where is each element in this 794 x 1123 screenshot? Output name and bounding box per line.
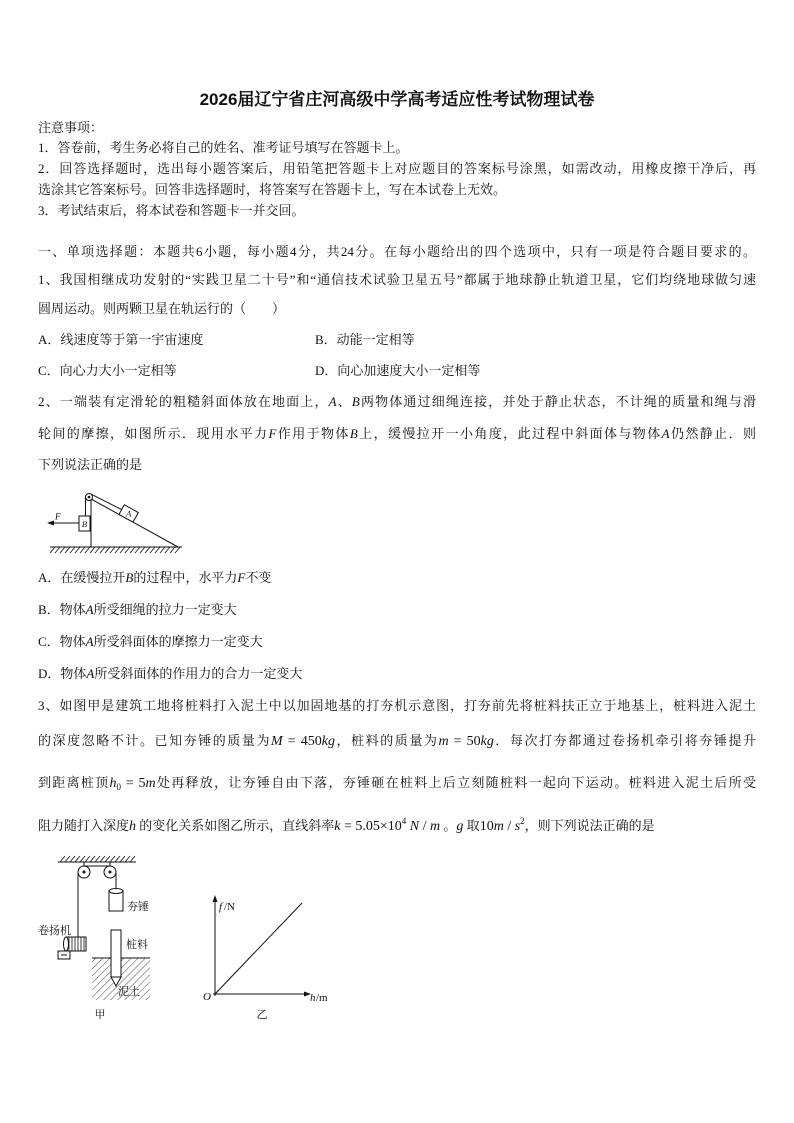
winch-label: 卷扬机 [38,925,71,937]
force-depth-graph [195,890,340,1024]
q1-option-a: A．线速度等于第一宇宙速度 [38,332,204,347]
slope-formula [334,816,441,834]
pulley-2-axle [109,871,111,873]
pulley-axle [88,496,90,498]
block-b-label: B [81,519,88,529]
incline-pulley-figure [40,488,190,558]
page-title: 2026届辽宁省庄河高级中学高考适应性考试物理试卷 [199,90,595,109]
q1-option-c: C．向心力大小一定相等 [38,363,177,378]
q2-option-d: D．物体A所受斜面体的作用力的合力一定变大 [38,666,303,681]
notice-line-1: 1．答卷前，考生务必将自己的姓名、准考证号填写在答题卡上。 [38,140,409,155]
slope-value: k = 5.05×10 [334,819,402,834]
hammer-top [109,889,123,894]
y-axis-unit: /N [224,901,235,913]
y-axis-arrow [213,895,218,902]
q3-line4-text-e: ，则下列说法正确的是 [524,818,655,833]
q3-stem-line-1: 3、如图甲是建筑工地将桩料打入泥土中以加固地基的打夯机示意图，打夯前先将桩料扶正立于地基上，桩料进入泥土 [38,698,756,713]
q3-stem-line-2 [38,732,756,751]
figure-a-caption: 甲 [94,1009,106,1021]
q3-stem-line-4 [38,817,756,836]
q3-line2-text-a: 的深度忽略不计。已知夯锤的质量为 [38,733,272,748]
q1-option-b: B．动能一定相等 [315,332,415,347]
q3-line3-text-a: 到距离桩顶 [38,775,110,790]
q3-stem-line-3 [38,774,756,793]
force-label: F [55,511,61,522]
hammer-label: 夯锤 [127,901,149,913]
gravity-formula [479,816,525,834]
x-axis-var: h [310,992,316,1004]
q3-line4-text-b: 的变化关系如图乙所示，直线斜率 [136,818,335,833]
q3-line4-text-a: 阻力随打入深度 [38,818,130,833]
gravity-value: 10m / s [479,819,521,834]
gravity-symbol: g [456,819,464,834]
q2-stem-line-3: 下列说法正确的是 [38,457,143,472]
q3-line2-text-b: ，桩料的质量为 [334,733,439,748]
incline-body [91,499,178,547]
q1-option-d: D．向心加速度大小一定相等 [315,363,481,378]
hammer-mass-formula: M = 450kg [271,734,335,749]
q3-line3-text-b: 处再释放，让夯锤自由下落，夯锤砸在桩料上后立刻随桩料一起向下运动。桩料进入泥土后所受 [155,775,756,790]
notice-line-3: 选涂其它答案标号。回答非选择题时，将答案写在答题卡上，写在本试卷上无效。 [38,182,507,197]
depth-symbol: h [129,819,137,834]
origin-label: O [203,991,211,1003]
q2-option-a: A．在缓慢拉开B的过程中，水平力F不变 [38,570,272,585]
y-axis-var: f [219,901,223,913]
height-value: = 5m [120,776,156,791]
q1-stem-line-1: 1、我国相继成功发射的“实践卫星二十号”和“通信技术试验卫星五号”都属于地球静止轨道卫星，它们均绕地球做匀速 [38,272,756,287]
ground-hatching [50,547,180,553]
notice-heading: 注意事项： [38,120,104,135]
q1-stem-line-2: 圆周运动。则两颗卫星在轨运行的（ ） [38,301,286,316]
notice-line-4: 3．考试结束后，将本试卷和答题卡一并交回。 [38,203,305,218]
block-a-label: A [126,508,132,519]
force-arrow-head [47,521,54,526]
section-heading: 一、单项选择题：本题共6小题，每小题4分，共24分。在每小题给出的四个选项中，只有一项是符合题目要求的。 [38,244,756,259]
gravity-exponent: 2 [520,816,525,826]
q2-option-c: C．物体A所受斜面体的摩擦力一定变大 [38,634,263,649]
pulley-1-axle [83,871,85,873]
q3-line2-text-c: ．每次打夯都通过卷扬机牵引将夯锤提升 [493,733,756,748]
q3-line4-text-d: 取 [463,818,480,833]
winch-end [64,937,69,951]
q2-stem-line-1: 2、一端装有定滑轮的粗糙斜面体放在地面上，A、B两物体通过细绳连接，并处于静止状态，不计绳的质量和绳与滑 [38,394,756,409]
pile-label: 桩料 [126,939,148,951]
q2-option-b: B．物体A所受细绳的拉力一定变大 [38,602,237,617]
ceiling-hatching [60,856,135,862]
soil-label: 泥土 [118,986,140,998]
height-formula [109,776,155,791]
height-symbol: h [109,776,117,791]
slope-unit: N / m [409,819,441,834]
pile-driver-figure [35,852,170,1024]
q3-line4-text-c: 。 [440,818,457,833]
figure-b-caption: 乙 [256,1009,268,1021]
slope-exponent: 4 [401,816,407,826]
winch-base [58,951,70,959]
notice-line-2: 2．回答选择题时，选出每小题答案后，用铅笔把答题卡上对应题目的答案标号涂黑，如需改动，用橡皮擦干净后，再 [38,161,756,176]
pile [111,930,121,977]
q2-stem-line-2: 轮间的摩擦，如图所示．现用水平力F作用于物体B上，缓慢拉开一小角度，此过程中斜面体与物体A仍然静止．则 [38,426,756,441]
pile-mass-formula: m = 50kg [438,734,494,749]
force-depth-line [215,903,302,994]
height-subscript: 0 [116,782,121,792]
x-axis-unit: /m [316,992,328,1004]
